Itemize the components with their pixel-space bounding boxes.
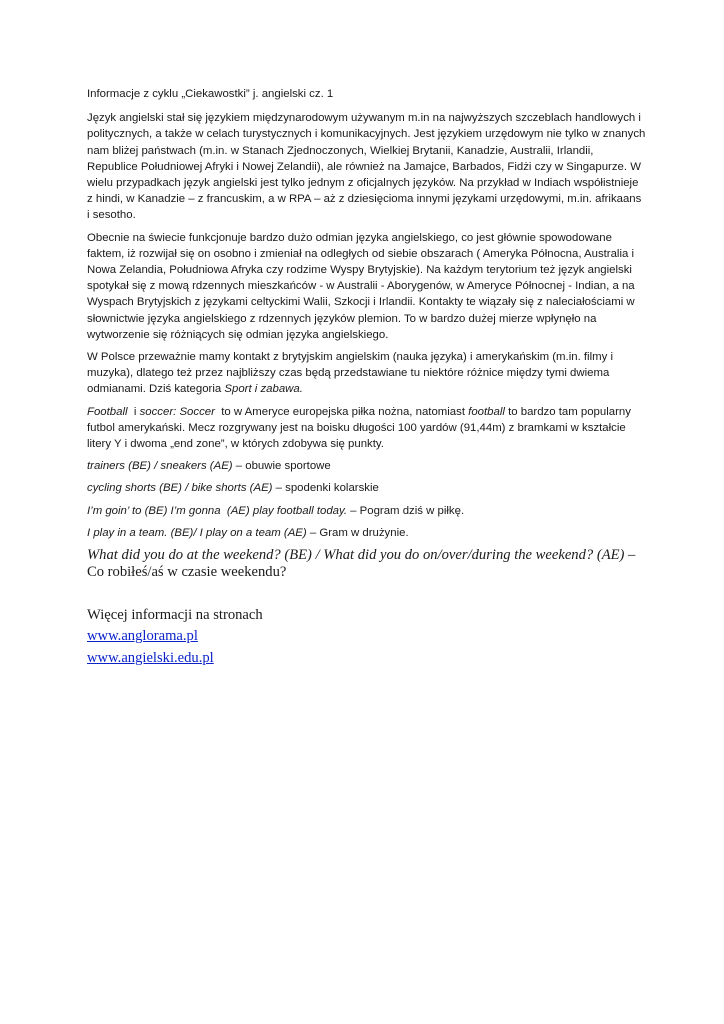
vocab-translation: – spodenki kolarskie	[272, 482, 379, 495]
link-angielski-edu[interactable]: www.angielski.edu.pl	[87, 650, 214, 667]
paragraph-poland-context	[87, 349, 647, 398]
vocab-phrase: I’m goin’ to (BE) I’m gonna (AE) play football today.	[87, 504, 347, 517]
vocab-phrase: cycling shorts (BE) / bike shorts (AE)	[87, 482, 273, 495]
vocab-phrase: I play in a team. (BE)/ I play on a team (AE)	[87, 526, 307, 539]
document-page	[87, 86, 647, 672]
category-name: Sport i zabawa.	[224, 383, 303, 396]
vocab-phrase: trainers (BE) / sneakers (AE)	[87, 460, 233, 473]
term-football-am: football	[468, 405, 505, 418]
football-text-2: to bardzo tam popularny futbol amerykański. Mecz rozgrywany jest na boisku długości 100 yardów (91,44m) z bramkami w kształcie litery Y i dwoma „end zone”, w których zdobywa się punkty.	[87, 405, 631, 451]
vocab-translation: – Pogram dziś w piłkę.	[347, 504, 465, 517]
vocab-item	[87, 503, 647, 519]
link-row	[87, 650, 647, 667]
term-football: Football	[87, 405, 128, 418]
term-soccer: soccer: Soccer	[139, 405, 215, 418]
vocab-item	[87, 480, 647, 496]
weekend-vocab-item	[87, 547, 647, 581]
football-text-1: to w Ameryce europejska piłka nożna, natomiast	[214, 405, 469, 418]
document-header: Informacje z cyklu „Ciekawostki” j. angielski cz. 1	[87, 88, 334, 100]
paragraph-english-varieties: Obecnie na świecie funkcjonuje bardzo dużo odmian języka angielskiego, co jest głównie spowodowane faktem, iż rozwijał się on osobno i zmieniał na odległych od siebie obszarach ( Ameryka Północna, Australia i Nowa Zelandia, Południowa Afryka czy rodzime Wyspy Brytyjskie). Na każdym terytorium też język angielski spotykał się z mową rdzennych mieszkańców - w Australii - Aborygenów, w Ameryce Północnej - Indian, a na Wyspach Brytyjskich z językami celtyckimi Walii, Szkocji i Irlandii. Kontakty te wiązały się z naleciałościami w słownictwie języka angielskiego z rdzennych języków plemion. To w bardzo dużej mierze wpłynęło na wytworzenie się różniących się odmian języka angielskiego.	[87, 231, 635, 341]
weekend-phrase: What did you do at the weekend? (BE) / What did you do on/over/during the weekend? (AE)	[87, 547, 625, 564]
link-anglorama[interactable]: www.anglorama.pl	[87, 628, 198, 645]
vocab-item	[87, 525, 647, 541]
football-connector: i	[127, 405, 140, 418]
vocab-translation: – obuwie sportowe	[232, 460, 331, 473]
poland-context-text: W Polsce przeważnie mamy kontakt z brytyjskim angielskim (nauka języka) i amerykańskim (m.in. filmy i muzyka), dlatego też przez najbliższy czas będą przedstawiane tu niektóre różnice między tymi dwiema odmianami. Dziś kategoria	[87, 351, 613, 396]
more-info-label: Więcej informacji na stronach	[87, 606, 263, 623]
vocab-translation: – Gram w drużynie.	[306, 526, 409, 539]
vocab-item	[87, 458, 647, 474]
paragraph-football-soccer	[87, 404, 647, 453]
link-row	[87, 628, 647, 645]
weekend-translation: – Co robiłeś/aś w czasie weekendu?	[87, 547, 636, 580]
more-info-section	[87, 607, 647, 667]
paragraph-english-status: Język angielski stał się językiem międzynarodowym używanym m.in na najwyższych szczeblach handlowych i politycznych, a także w celach turystycznych i komunikacyjnych. Jest językiem urzędowym nie tylko w znanych nam bliżej państwach (m.in. w Stanach Zjednoczonych, Wielkiej Brytanii, Kanadzie, Australii, Irlandii, Republice Południowej Afryki i Nowej Zelandii), ale również na Jamajce, Barbados, Fidżi czy w Singapurze. W wielu przypadkach język angielski jest tylko jednym z oficjalnych języków. Na przykład w Indiach współistnieje z hindi, w Kanadzie – z francuskim, a w RPA – aż z dziesięcioma innymi językami urzędowymi, m.in. afrikaans i sesotho.	[87, 112, 646, 222]
